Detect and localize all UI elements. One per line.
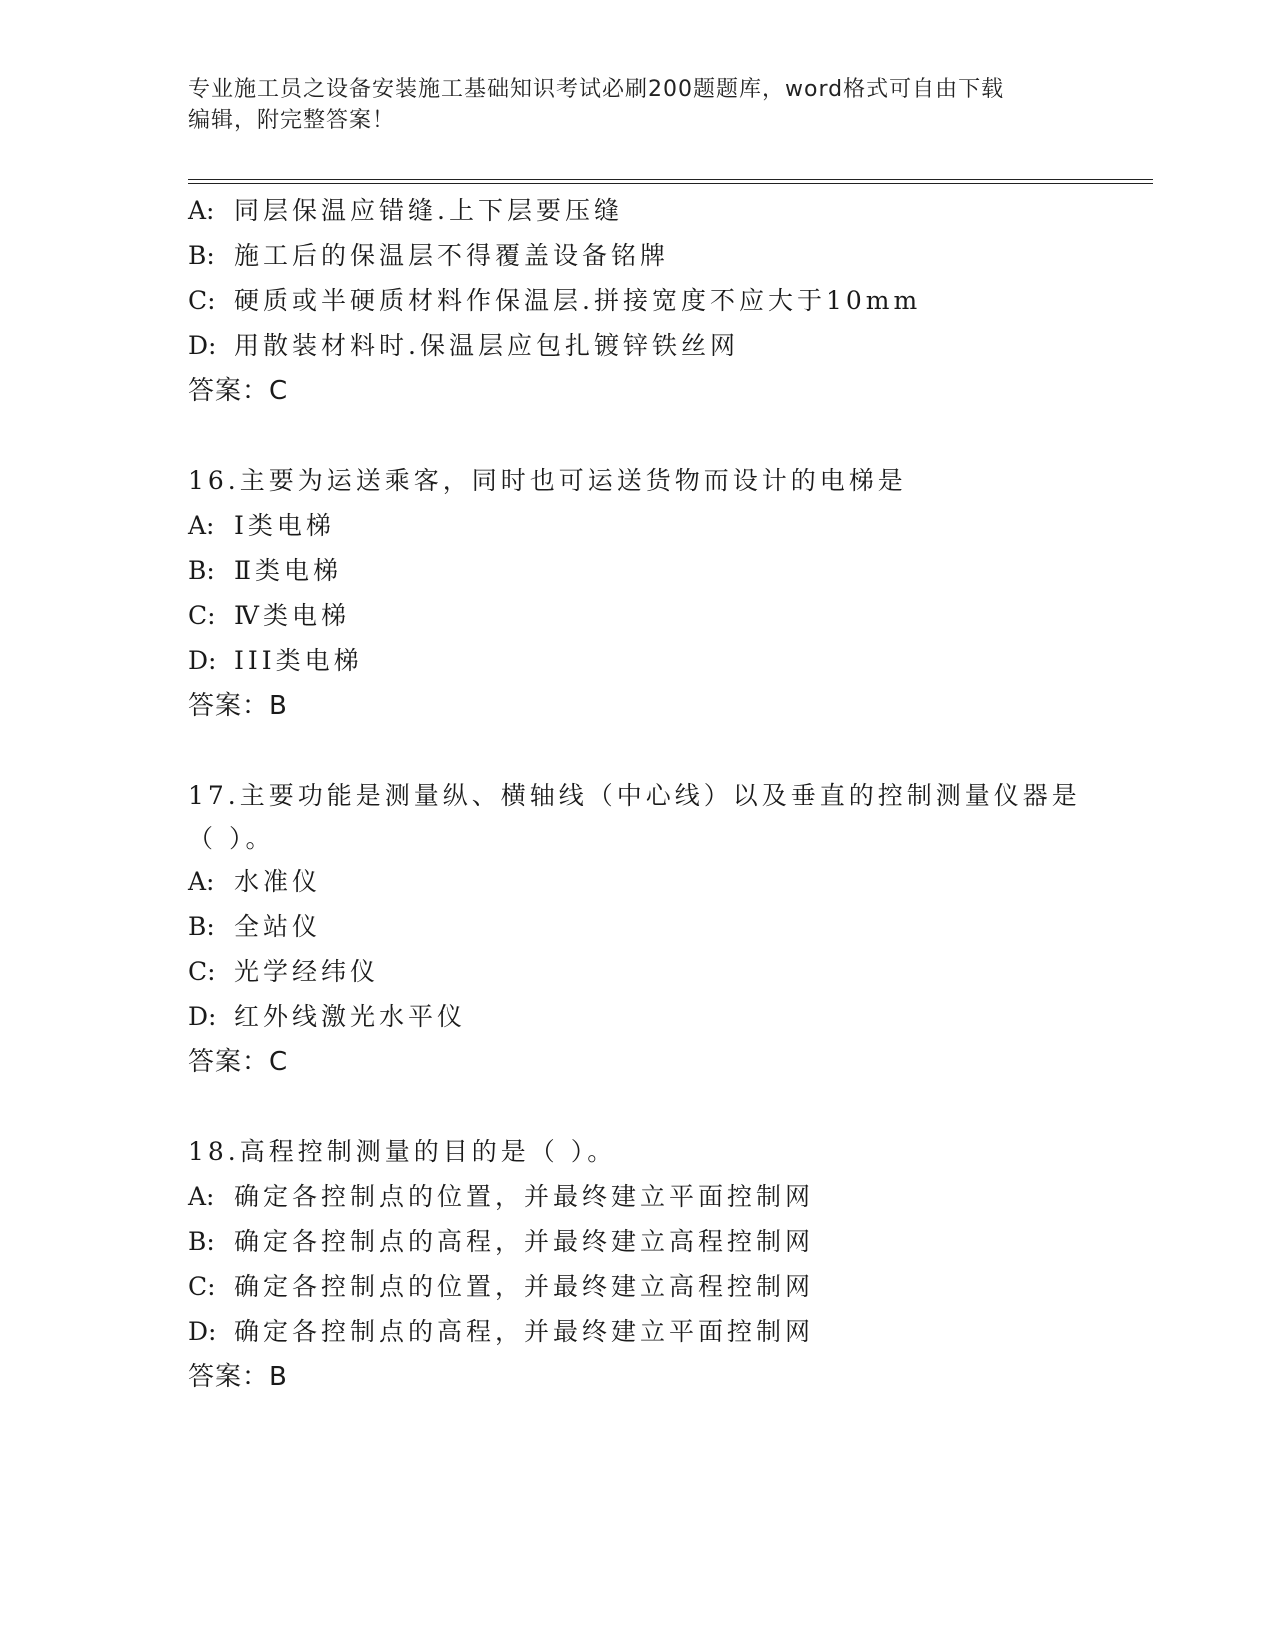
header-title-line-1: 专业施工员之设备安装施工基础知识考试必刷200题题库，word格式可自由下载 — [188, 77, 1005, 102]
option-letter: A: — [188, 867, 215, 896]
option-d — [188, 638, 1148, 683]
option-c — [188, 1264, 1148, 1309]
option-text: Ⅰ类电梯 — [234, 511, 335, 540]
header-title-line-2: 编辑，附完整答案！ — [188, 108, 396, 133]
option-letter: C: — [188, 957, 216, 986]
option-text: 硬质或半硬质材料作保温层.拼接宽度不应大于10mm — [234, 286, 922, 315]
option-c — [188, 278, 1148, 323]
header-divider-bottom — [188, 183, 1153, 184]
option-letter: B: — [188, 912, 215, 941]
document-header — [188, 74, 1088, 136]
option-text: 确定各控制点的位置，并最终建立高程控制网 — [234, 1272, 815, 1301]
option-d — [188, 994, 1148, 1039]
question-stem-continuation: （ ）。 — [188, 824, 275, 853]
option-text: 确定各控制点的位置，并最终建立平面控制网 — [234, 1182, 815, 1211]
option-b — [188, 548, 1148, 593]
option-c — [188, 593, 1148, 638]
option-text: 施工后的保温层不得覆盖设备铭牌 — [234, 241, 670, 270]
option-text: 全站仪 — [234, 912, 322, 941]
option-letter: B: — [188, 1227, 215, 1256]
option-letter: D: — [188, 331, 217, 360]
answer-line: 答案：B — [188, 1362, 288, 1392]
question-block — [188, 773, 1148, 1085]
question-stem: 17.主要功能是测量纵、横轴线（中心线）以及垂直的控制测量仪器是 — [188, 781, 1081, 810]
option-letter: C: — [188, 1272, 216, 1301]
question-block — [188, 1129, 1148, 1400]
option-c — [188, 949, 1148, 994]
answer-line: 答案：C — [188, 1047, 289, 1077]
option-text: Ⅱ类电梯 — [234, 556, 342, 585]
question-list — [188, 188, 1148, 1400]
option-letter: A: — [188, 1182, 215, 1211]
option-b — [188, 1219, 1148, 1264]
option-letter: D: — [188, 1002, 217, 1031]
option-b — [188, 904, 1148, 949]
option-text: 水准仪 — [234, 867, 322, 896]
option-letter: B: — [188, 556, 215, 585]
option-d — [188, 1309, 1148, 1354]
question-block — [188, 188, 1148, 414]
answer-line: 答案：C — [188, 376, 289, 406]
question-stem: 18.高程控制测量的目的是（ ）。 — [188, 1137, 617, 1166]
option-letter: C: — [188, 286, 216, 315]
option-letter: B: — [188, 241, 215, 270]
option-a — [188, 1174, 1148, 1219]
option-text: Ⅳ类电梯 — [234, 601, 350, 630]
option-a — [188, 503, 1148, 548]
option-text: 红外线激光水平仪 — [234, 1002, 467, 1031]
option-a — [188, 859, 1148, 904]
option-a — [188, 188, 1148, 233]
option-d — [188, 323, 1148, 368]
option-text: 确定各控制点的高程，并最终建立高程控制网 — [234, 1227, 815, 1256]
option-text: III类电梯 — [234, 646, 363, 675]
question-stem: 16.主要为运送乘客，同时也可运送货物而设计的电梯是 — [188, 466, 907, 495]
option-letter: D: — [188, 1317, 217, 1346]
option-text: 确定各控制点的高程，并最终建立平面控制网 — [234, 1317, 815, 1346]
header-divider-top — [188, 179, 1153, 180]
option-letter: D: — [188, 646, 217, 675]
question-block — [188, 458, 1148, 729]
answer-line: 答案：B — [188, 691, 288, 721]
option-letter: C: — [188, 601, 216, 630]
option-text: 用散装材料时.保温层应包扎镀锌铁丝网 — [234, 331, 739, 360]
option-letter: A: — [188, 196, 215, 225]
option-letter: A: — [188, 511, 215, 540]
option-text: 同层保温应错缝.上下层要压缝 — [234, 196, 623, 225]
option-b — [188, 233, 1148, 278]
option-text: 光学经纬仪 — [234, 957, 380, 986]
